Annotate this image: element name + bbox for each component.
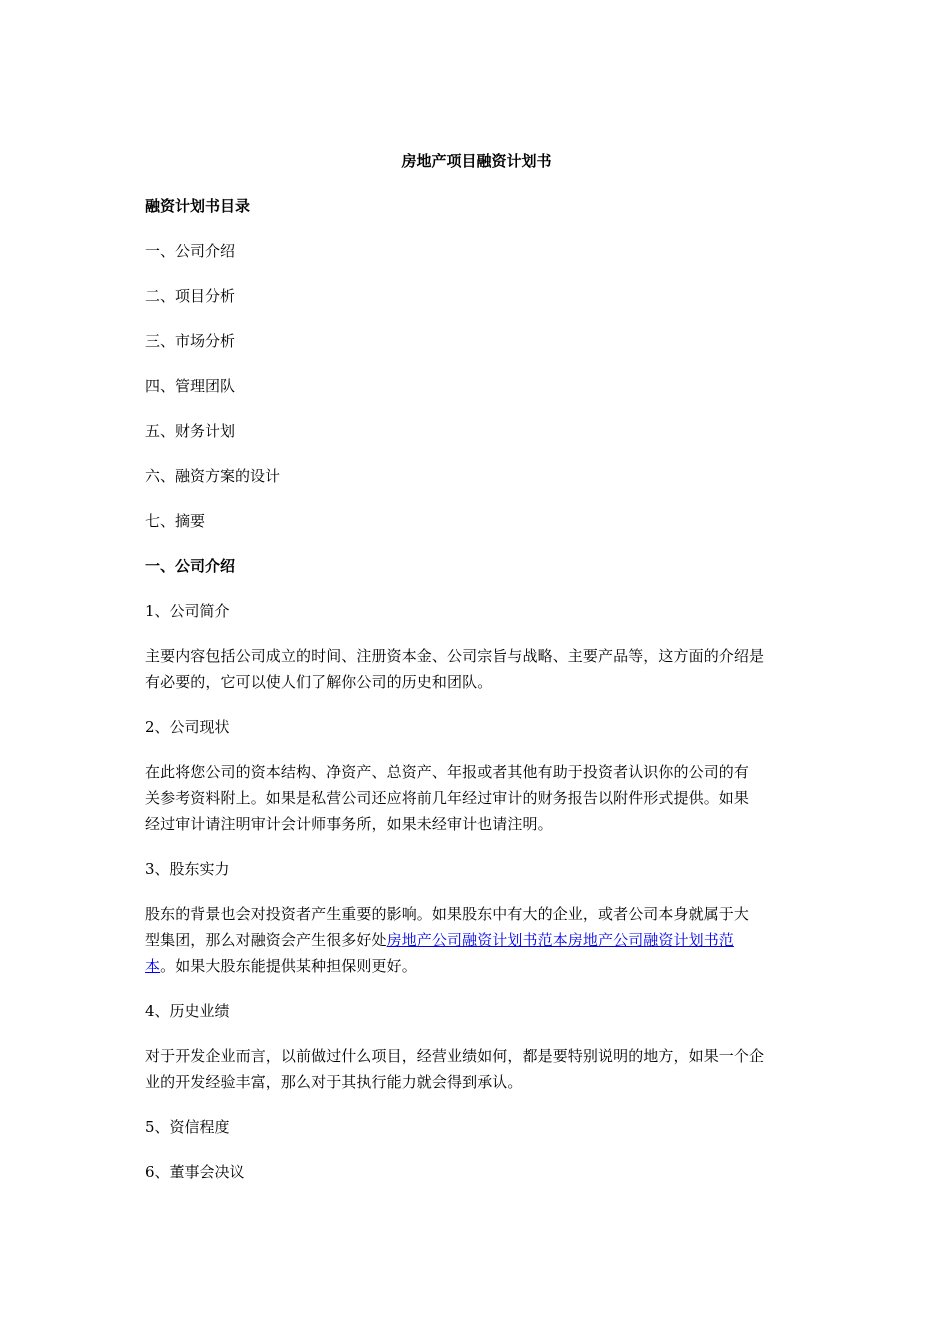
- paragraph-text: 型集团，那么对融资会产生很多好处: [145, 931, 387, 949]
- paragraph-text: 。如果大股东能提供某种担保则更好。: [160, 957, 417, 975]
- paragraph-line: 主要内容包括公司成立的时间、注册资本金、公司宗旨与战略、主要产品等，这方面的介绍是: [145, 647, 765, 665]
- toc-heading: 融资计划书目录: [145, 197, 251, 215]
- subheading-company-intro: 1、公司简介: [145, 602, 230, 620]
- subheading-track-record: 4、历史业绩: [145, 1002, 230, 1020]
- document-page: [145, 148, 808, 1204]
- paragraph-company-status: [145, 759, 808, 837]
- paragraph-track-record: [145, 1043, 808, 1095]
- paragraph-line: 股东的背景也会对投资者产生重要的影响。如果股东中有大的企业，或者公司本身就属于大: [145, 905, 750, 923]
- toc-item-7: 七、摘要: [145, 512, 206, 530]
- subheading-board-resolution: 6、董事会决议: [145, 1163, 245, 1181]
- paragraph-line: 关参考资料附上。如果是私营公司还应将前几年经过审计的财务报告以附件形式提供。如果: [145, 789, 750, 807]
- paragraph-line: [145, 953, 808, 979]
- toc-item-1: 一、公司介绍: [145, 242, 236, 260]
- paragraph-line: [145, 927, 808, 953]
- toc-item-2: 二、项目分析: [145, 287, 236, 305]
- section-heading-company: 一、公司介绍: [145, 557, 236, 575]
- subheading-company-status: 2、公司现状: [145, 718, 230, 736]
- paragraph-line: 经过审计请注明审计会计师事务所，如果未经审计也请注明。: [145, 815, 553, 833]
- paragraph-line: 业的开发经验丰富，那么对于其执行能力就会得到承认。: [145, 1073, 523, 1091]
- template-link[interactable]: 房地产公司融资计划书范本房地产公司融资计划书范: [386, 931, 734, 949]
- toc-item-5: 五、财务计划: [145, 422, 236, 440]
- toc-item-4: 四、管理团队: [145, 377, 236, 395]
- paragraph-line: 对于开发企业而言，以前做过什么项目，经营业绩如何，都是要特别说明的地方，如果一个企: [145, 1047, 765, 1065]
- toc-item-6: 六、融资方案的设计: [145, 467, 281, 485]
- template-link-continued[interactable]: 本: [145, 957, 161, 975]
- document-title: 房地产项目融资计划书: [401, 152, 552, 170]
- paragraph-line: 有必要的，它可以使人们了解你公司的历史和团队。: [145, 673, 493, 691]
- paragraph-shareholder-strength: [145, 901, 808, 979]
- toc-item-3: 三、市场分析: [145, 332, 236, 350]
- paragraph-line: 在此将您公司的资本结构、净资产、总资产、年报或者其他有助于投资者认识你的公司的有: [145, 763, 750, 781]
- paragraph-company-intro: [145, 643, 808, 695]
- subheading-shareholder-strength: 3、股东实力: [145, 860, 230, 878]
- subheading-credit-standing: 5、资信程度: [145, 1118, 230, 1136]
